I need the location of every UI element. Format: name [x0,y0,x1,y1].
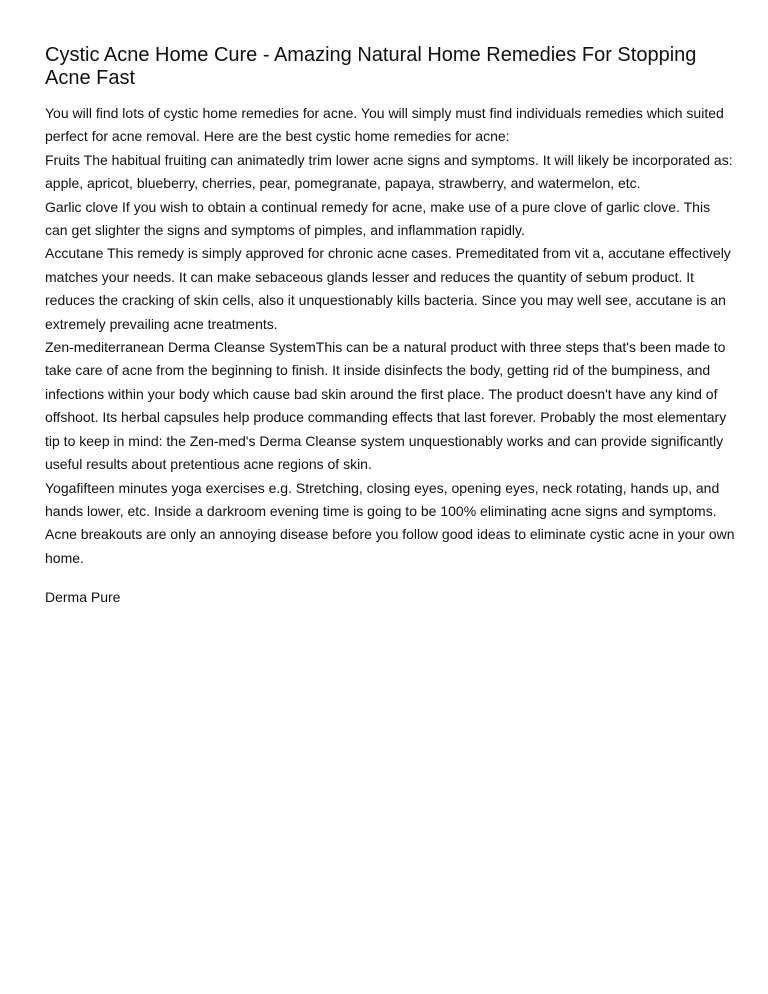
paragraph-zen-med: Zen-mediterranean Derma Cleanse SystemThis can be a natural product with three steps that's been made to take care of acne from the beginning to finish. It inside disinfects the body, getting rid of the bumpiness, and infections within your body which cause bad skin around the first place. The product doesn't have any kind of offshoot. Its herbal capsules help produce commanding effects that last forever. Probably the most elementary tip to keep in mind: the Zen-med's Derma Cleanse system unquestionably works and can provide significantly useful results about pretentious acne regions of skin. [45,339,727,473]
paragraph-yoga: Yogafifteen minutes yoga exercises e.g. Stretching, closing eyes, opening eyes, neck rotating, hands up, and hands lower, etc. Inside a darkroom evening time is going to be 100% eliminating acne signs and symptoms. [45,479,720,519]
paragraph-garlic: Garlic clove If you wish to obtain a continual remedy for acne, make use of a pure clove of garlic clove. This can get slighter the signs and symptoms of pimples, and inflammation rapidly. [45,198,711,239]
paragraph-conclusion: Acne breakouts are only an annoying disease before you follow good ideas to eliminate cystic acne in your own home. [45,526,735,566]
document-page [45,44,735,610]
document-body [45,102,735,570]
paragraph-accutane: Accutane This remedy is simply approved for chronic acne cases. Premeditated from vit a, accutane effectively matches your needs. It can make sebaceous glands lesser and reduces the quantity of sebum product. It reduces the cracking of skin cells, also it unquestionably kills bacteria. Since you may well see, accutane is an extremely prevailing acne treatments. [45,245,731,332]
page-title: Cystic Acne Home Cure - Amazing Natural Home Remedies For Stopping Acne Fast [45,44,697,89]
paragraph-intro: You will find lots of cystic home remedies for acne. You will simply must find individuals remedies which suited perfect for acne removal. Here are the best cystic home remedies for acne: [45,105,724,145]
paragraph-fruits: Fruits The habitual fruiting can animatedly trim lower acne signs and symptoms. It will likely be incorporated as: apple, apricot, blueberry, cherries, pear, pomegranate, papaya, strawberry, and watermelon, etc. [45,151,733,192]
signature: Derma Pure [45,589,121,606]
